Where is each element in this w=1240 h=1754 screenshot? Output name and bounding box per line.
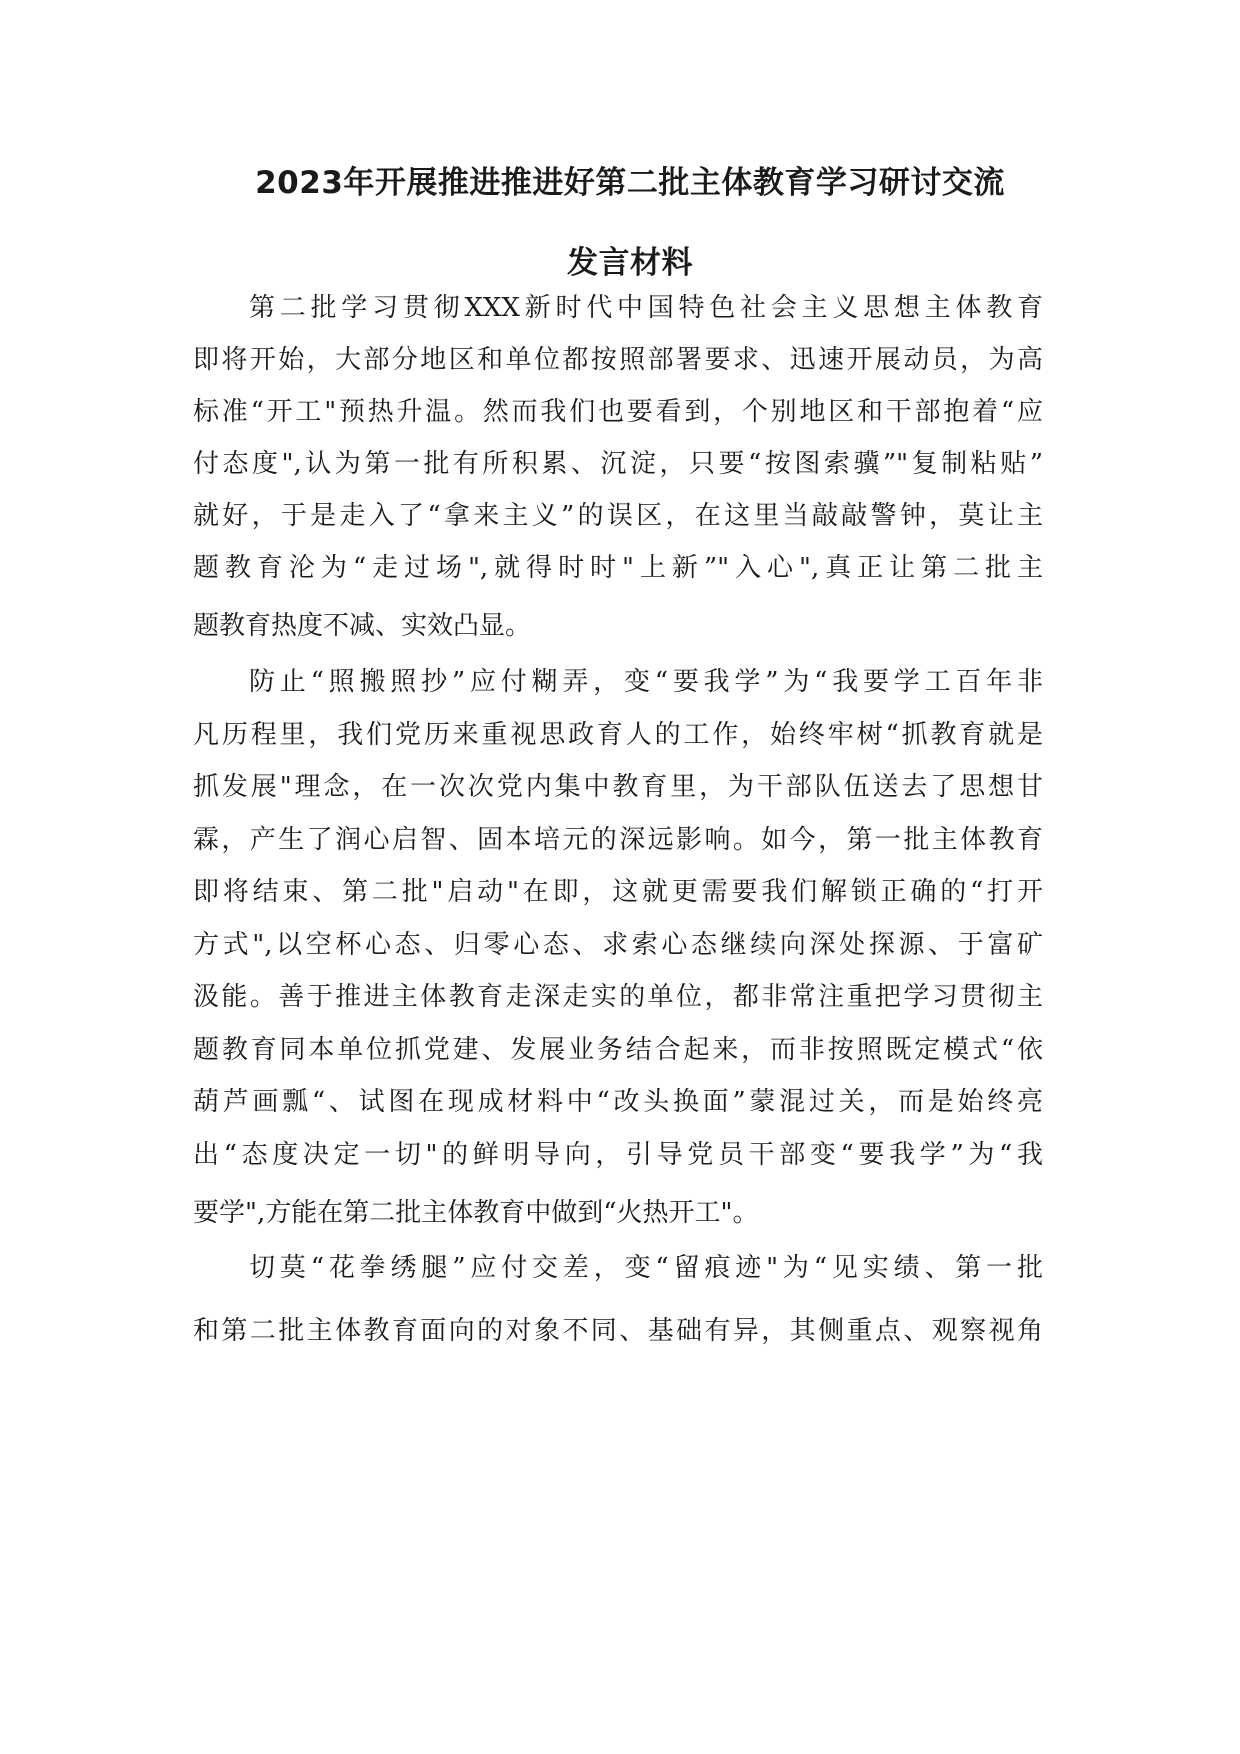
body-line: 葫芦画瓢“、试图在现成材料中“改头换面”蒙混过关，而是始终亮 <box>193 1087 1043 1117</box>
body-line: 汲能。善于推进主体教育走深走实的单位，都非常注重把学习贯彻主 <box>193 982 1043 1012</box>
document-title-line-1: 2023年开展推进推进好第二批主体教育学习研讨交流 <box>255 165 1005 201</box>
body-line: 即将开始，大部分地区和单位都按照部署要求、迅速开展动员，为高 <box>193 345 1043 375</box>
body-line: 霖，产生了润心启智、固本培元的深远影响。如今，第一批主体教育 <box>193 825 1043 855</box>
body-line: 凡历程里，我们党历来重视思政育人的工作，始终牢树“抓教育就是 <box>193 720 1043 750</box>
body-line: 防止“照搬照抄”应付糊弄，变“要我学”为“我要学工百年非 <box>249 667 1043 697</box>
body-line: 切莫“花拳绣腿”应付交差，变“留痕迹"为“见实绩、第一批 <box>249 1253 1043 1283</box>
body-line: 付态度",认为第一批有所积累、沉淀，只要“按图索骥”"复制粘贴” <box>193 449 1043 479</box>
body-line: 就好，于是走入了“拿来主义”的误区，在这里当敲敲警钟，莫让主 <box>193 501 1043 531</box>
body-line: 出“态度决定一切"的鲜明导向，引导党员干部变“要我学”为“我 <box>193 1140 1043 1170</box>
body-line: 抓发展"理念，在一次次党内集中教育里，为干部队伍送去了思想甘 <box>193 772 1043 802</box>
body-line: 和第二批主体教育面向的对象不同、基础有异，其侧重点、观察视角 <box>193 1316 1043 1346</box>
body-line: 标准“开工"预热升温。然而我们也要看到，个别地区和干部抱着“应 <box>193 397 1043 427</box>
body-line: 要学",方能在第二批主体教育中做到“火热开工"。 <box>193 1198 759 1228</box>
document-title-line-2: 发言材料 <box>567 245 693 281</box>
body-line: 即将结束、第二批"启动"在即，这就更需要我们解锁正确的“打开 <box>193 877 1043 907</box>
body-line: 题教育沦为“走过场",就得时时"上新”"入心",真正让第二批主 <box>193 553 1043 583</box>
body-line: 题教育同本单位抓党建、发展业务结合起来，而非按照既定模式“依 <box>193 1035 1043 1065</box>
body-line: 题教育热度不减、实效凸显。 <box>193 611 532 641</box>
body-line: 第二批学习贯彻XXX新时代中国特色社会主义思想主体教育 <box>249 293 1043 323</box>
body-line: 方式",以空杯心态、归零心态、求索心态继续向深处探源、于富矿 <box>193 930 1043 960</box>
